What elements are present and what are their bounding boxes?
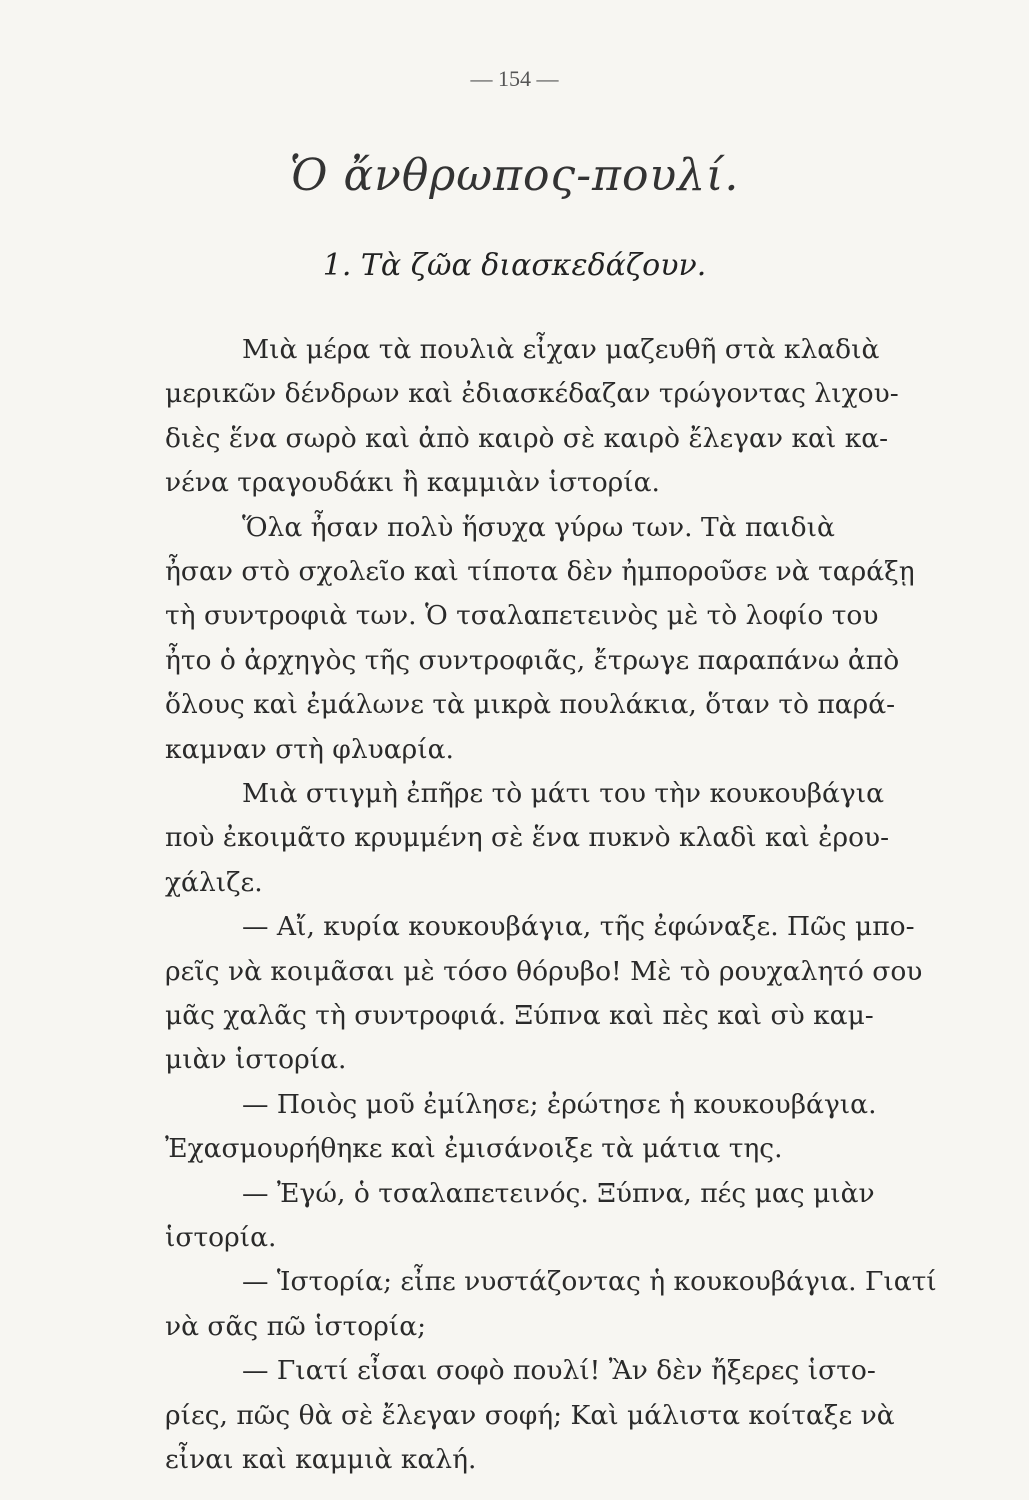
text-line: μᾶς χαλᾶς τὴ συντροφιά. Ξύπνα καὶ πὲς καὶ σὺ καμ- xyxy=(165,1000,874,1031)
text-line: καμναν στὴ φλυαρία. xyxy=(165,734,454,765)
text-line: χάλιζε. xyxy=(165,867,263,898)
page-number: — 154 — xyxy=(470,66,559,91)
text-line: τὴ συντροφιὰ των. Ὁ τσαλαπετεινὸς μὲ τὸ λοφίο του xyxy=(165,600,879,631)
text-line: Ἐχασμουρήθηκε καὶ ἐμισάνοιξε τὰ μάτια της. xyxy=(165,1133,783,1164)
text-line: — Γιατί εἶσαι σοφὸ πουλί! Ἂν δὲν ἤξερες ἱστο- xyxy=(242,1355,876,1386)
text-line: ὅλους καὶ ἐμάλωνε τὰ μικρὰ πουλάκια, ὅταν τὸ παρά- xyxy=(165,689,896,720)
text-line: — Ποιὸς μοῦ ἐμίλησε; ἐρώτησε ἡ κουκουβάγια. xyxy=(242,1089,877,1120)
text-line: ρεῖς νὰ κοιμᾶσαι μὲ τόσο θόρυβο! Μὲ τὸ ρουχαλητό σου xyxy=(165,956,923,987)
text-line: — Ἐγώ, ὁ τσαλαπετεινός. Ξύπνα, πές μας μιὰν xyxy=(242,1178,875,1209)
text-line: Ὅλα ἦσαν πολὺ ἥσυχα γύρω των. Τὰ παιδιὰ xyxy=(242,512,835,543)
text-line: ποὺ ἐκοιμᾶτο κρυμμένη σὲ ἕνα πυκνὸ κλαδὶ καὶ ἐρου- xyxy=(165,822,890,853)
text-line: — Αἴ, κυρία κουκουβάγια, τῆς ἐφώναξε. Πῶς μπο- xyxy=(242,911,915,942)
text-line: Μιὰ στιγμὴ ἐπῆρε τὸ μάτι του τὴν κουκουβάγια xyxy=(242,778,885,809)
text-line: νὰ σᾶς πῶ ἱστορία; xyxy=(165,1311,427,1342)
chapter-title: Ὁ ἄνθρωπος-πουλί. xyxy=(289,150,740,201)
text-line: μιὰν ἱστορία. xyxy=(165,1044,347,1075)
section-title: 1. Τὰ ζῶα διασκεδάζουν. xyxy=(322,248,707,283)
text-line: ἱστορία. xyxy=(165,1222,277,1253)
text-line: — Ἱστορία; εἶπε νυστάζοντας ἡ κουκουβάγια. Γιατί xyxy=(242,1266,937,1297)
text-line: νένα τραγουδάκι ἢ καμμιὰν ἱστορία. xyxy=(165,467,660,498)
text-line: ἦσαν στὸ σχολεῖο καὶ τίποτα δὲν ἠμποροῦσε νὰ ταράξῃ xyxy=(165,556,915,587)
text-line: εἶναι καὶ καμμιὰ καλή. xyxy=(165,1444,477,1475)
text-line: διὲς ἕνα σωρὸ καὶ ἀπὸ καιρὸ σὲ καιρὸ ἔλεγαν καὶ κα- xyxy=(165,423,889,454)
text-line: Μιὰ μέρα τὰ πουλιὰ εἶχαν μαζευθῆ στὰ κλαδιὰ xyxy=(242,334,880,365)
text-line: μερικῶν δένδρων καὶ ἐδιασκέδαζαν τρώγοντας λιχου- xyxy=(165,378,899,409)
text-line: ἦτο ὁ ἀρχηγὸς τῆς συντροφιᾶς, ἔτρωγε παραπάνω ἀπὸ xyxy=(165,645,900,676)
text-line: ρίες, πῶς θὰ σὲ ἔλεγαν σοφή; Καὶ μάλιστα κοίταξε νὰ xyxy=(165,1400,895,1431)
